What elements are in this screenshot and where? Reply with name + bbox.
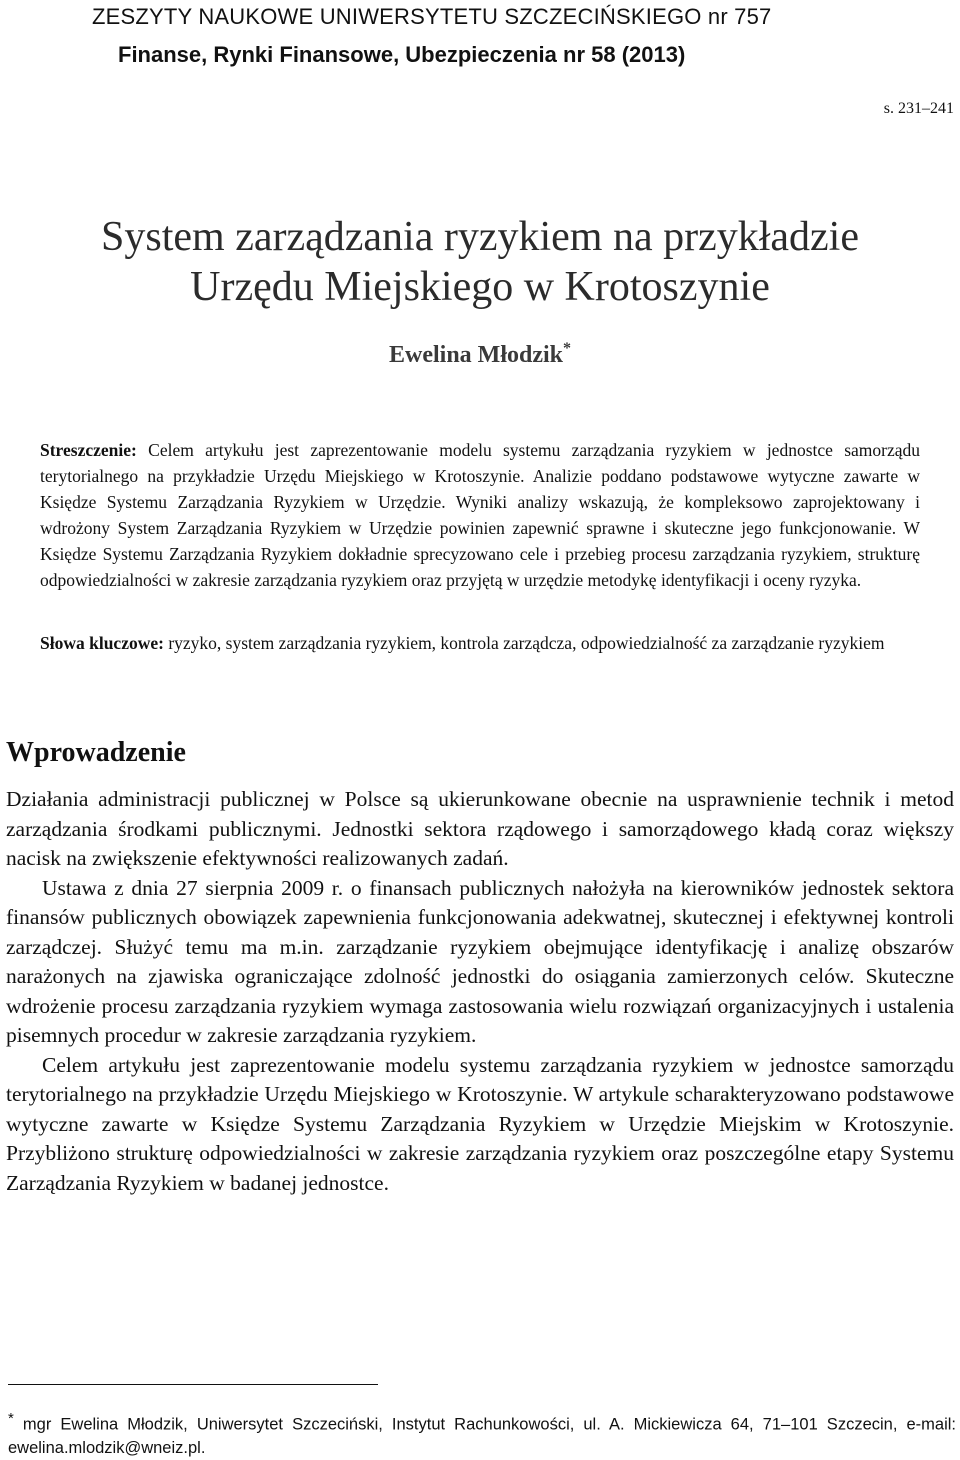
keywords-label: Słowa kluczowe: bbox=[40, 633, 164, 653]
footnote-mark: * bbox=[8, 1410, 14, 1427]
journal-title: ZESZYTY NAUKOWE UNIWERSYTETU SZCZECIŃSKIEGO nr 757 bbox=[92, 4, 772, 29]
keywords-text: ryzyko, system zarządzania ryzykiem, kontrola zarządcza, odpowiedzialność za zarządzanie ryzykiem bbox=[168, 633, 885, 653]
body-paragraph-1: Działania administracji publicznej w Polsce są ukierunkowane obecnie na usprawnienie technik i metod zarządzania środkami publicznymi. Jednostki sektora rządowego i samorządowego kładą coraz większy nacisk na zwiększenie efektywności realizowanych zadań. bbox=[6, 787, 954, 870]
author-name: Ewelina Młodzik bbox=[388, 342, 563, 368]
body-paragraph-2: Ustawa z dnia 27 sierpnia 2009 r. o finansach publicznych nałożyła na kierowników jednostek sektora finansów publicznych obowiązek zapewnienia funkcjonowania adekwatnej, skutecznej i efektywnej kontroli zarządczej. Służyć temu ma m.in. zarządzanie ryzykiem obejmujące identyfikację i analizę obszarów narażonych na zjawiska ograniczające zdolność jednostki do osiągania zamierzonych celów. Skuteczne wdrożenie procesu zarządzania ryzykiem wymaga zastosowania wielu rozwiązań organizacyjnych i ustalenia pisemnych procedur w zakresie zarządzania ryzykiem. bbox=[6, 875, 954, 1047]
footnote-text: mgr Ewelina Młodzik, Uniwersytet Szczeciński, Instytut Rachunkowości, ul. A. Mickiewicza 64, 71–101 Szczecin, e-mail: ewelina.mlodzik@wneiz.pl. bbox=[8, 1415, 956, 1457]
abstract-text: Celem artykułu jest zaprezentowanie modelu systemu zarządzania ryzykiem w jednostce samorządu terytorialnego na przykładzie Urzędu Miejskiego w Krotoszynie. Analizie poddano podstawowe wytyczne zawarte w Księdze Systemu Zarządzania Ryzykiem w Urzędzie. Wyniki analizy wskazują, że kompleksowo zaprojektowany i wdrożony System Zarządzania Ryzykiem w Urzędzie powinien zapewnić sprawne i skuteczne jego funkcjonowanie. W Księdze Systemu Zarządzania Ryzykiem dokładnie sprecyzowano cele i przebieg procesu zarządzania ryzykiem, strukturę odpowiedzialności w zakresie zarządzania ryzykiem oraz przyjętą w urzędzie metodykę identyfikacji i oceny ryzyka. bbox=[40, 440, 921, 590]
section-heading: Wprowadzenie bbox=[6, 737, 186, 768]
abstract bbox=[40, 437, 920, 593]
abstract-label: Streszczenie: bbox=[40, 440, 137, 460]
footnote bbox=[8, 1407, 956, 1460]
body-paragraph-3: Celem artykułu jest zaprezentowanie modelu systemu zarządzania ryzykiem w jednostce samorządu terytorialnego na przykładzie Urzędu Miejskiego w Krotoszynie. W artykule scharakteryzowano podstawowe wytyczne zawarte w Księdze Systemu Zarządzania Ryzykiem w Urzędzie Miejskim w Krotoszynie. Przybliżono strukturę odpowiedzialności w zakresie zarządzania ryzykiem oraz poszczególne etapy Systemu Zarządzania Ryzykiem w badanej jednostce. bbox=[6, 1052, 954, 1195]
author-line bbox=[0, 340, 960, 369]
footnote-divider bbox=[8, 1384, 378, 1385]
article-title bbox=[0, 212, 960, 312]
author-footnote-mark: * bbox=[563, 340, 571, 357]
keywords bbox=[40, 630, 920, 656]
page-range: s. 231–241 bbox=[883, 100, 954, 117]
article-title-line-2: Urzędu Miejskiego w Krotoszynie bbox=[190, 264, 770, 310]
journal-series: Finanse, Rynki Finansowe, Ubezpieczenia nr 58 (2013) bbox=[118, 42, 686, 67]
section-body bbox=[6, 785, 954, 1198]
article-title-line-1: System zarządzania ryzykiem na przykładzie bbox=[101, 214, 859, 260]
